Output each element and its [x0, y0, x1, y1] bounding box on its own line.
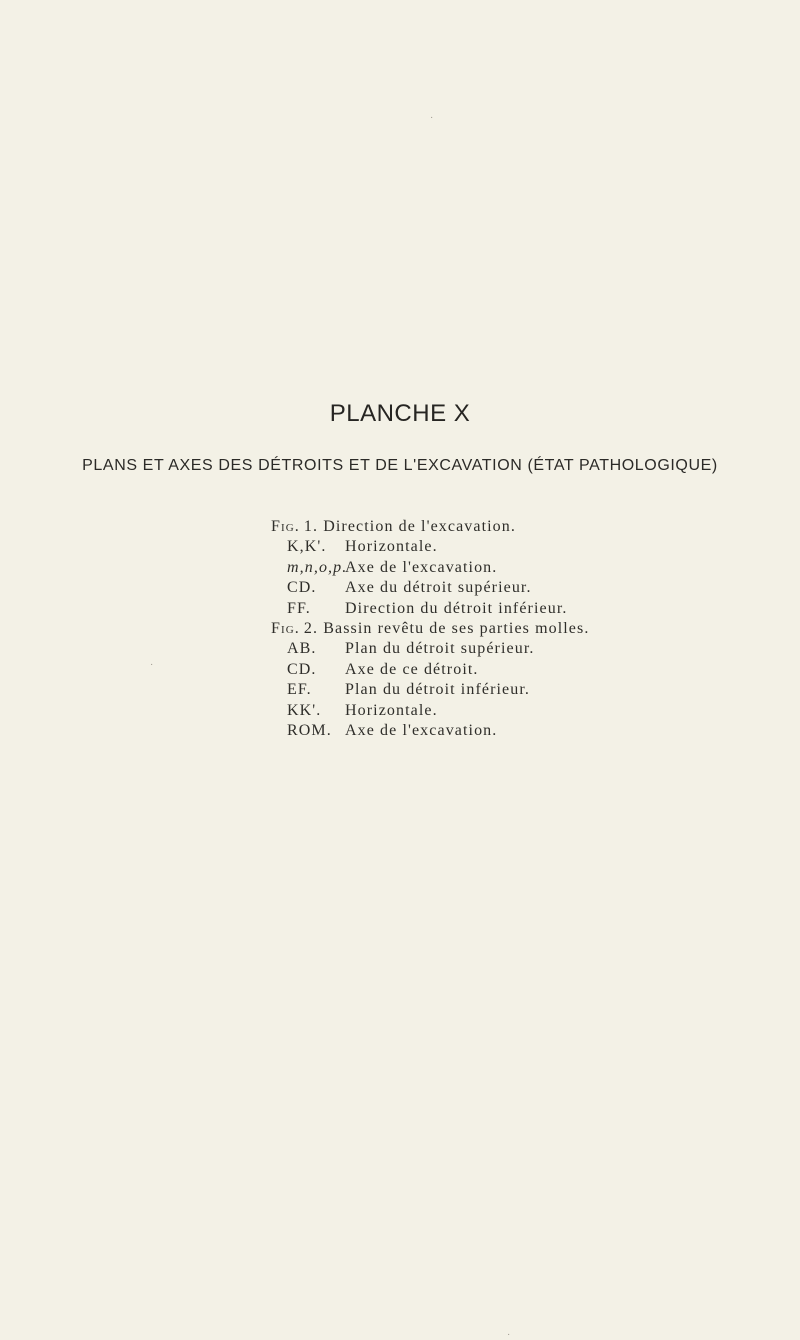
- figure-legend: [271, 517, 791, 741]
- legend-code: K,K'.: [287, 538, 327, 556]
- legend-code: FF.: [287, 599, 311, 617]
- plate-title: PLANCHE X: [329, 400, 471, 427]
- legend-item: [271, 721, 791, 741]
- fig1-number: 1.: [303, 518, 319, 535]
- fig2-label: Fig.: [271, 619, 300, 637]
- fig1-label: Fig.: [271, 518, 300, 535]
- legend-item: [271, 578, 791, 598]
- legend-item: [271, 558, 791, 578]
- legend-item: [271, 599, 791, 619]
- legend-description: Axe de l'excavation.: [345, 721, 498, 739]
- legend-item: [271, 680, 791, 700]
- legend-description: Axe de l'excavation.: [345, 558, 498, 576]
- legend-code: ROM.: [287, 721, 332, 739]
- legend-item: [271, 537, 791, 557]
- legend-code: EF.: [287, 681, 312, 699]
- scan-speck: ·: [150, 659, 154, 670]
- legend-description: Direction du détroit inférieur.: [345, 599, 568, 617]
- legend-description: Plan du détroit inférieur.: [345, 681, 531, 699]
- scan-speck: ·: [507, 1329, 511, 1340]
- fig1-description: Direction de l'excavation.: [323, 518, 516, 535]
- fig2-description: Bassin revêtu de ses parties molles.: [323, 619, 590, 637]
- legend-code: KK'.: [287, 701, 322, 719]
- legend-description: Horizontale.: [345, 538, 438, 556]
- legend-code: CD.: [287, 660, 317, 678]
- legend-item: [271, 701, 791, 721]
- legend-description: Plan du détroit supérieur.: [345, 640, 535, 658]
- fig1-heading: [271, 517, 791, 537]
- fig2-heading: [271, 619, 791, 639]
- legend-description: Axe du détroit supérieur.: [345, 579, 532, 597]
- legend-item: [271, 660, 791, 680]
- plate-subtitle: PLANS ET AXES DES DÉTROITS ET DE L'EXCAVATION (ÉTAT PATHOLOGIQUE): [82, 457, 718, 474]
- scan-speck: ·: [430, 112, 434, 123]
- fig2-number: 2.: [303, 619, 319, 637]
- legend-code: AB.: [287, 640, 317, 658]
- legend-item: [271, 639, 791, 659]
- legend-description: Horizontale.: [345, 701, 438, 719]
- legend-description: Axe de ce détroit.: [345, 660, 479, 678]
- legend-code: m,n,o,p.: [287, 558, 348, 576]
- legend-code: CD.: [287, 579, 317, 597]
